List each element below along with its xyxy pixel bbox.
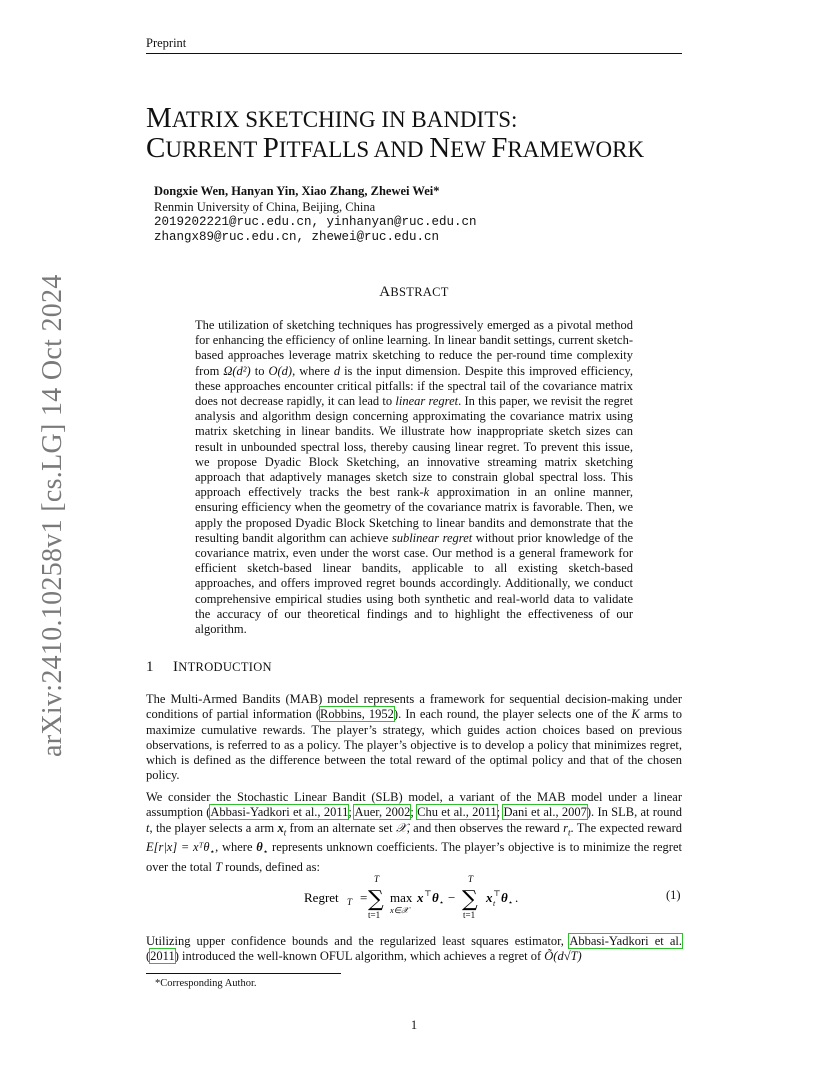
transpose-symbol-2: ⊤ — [493, 889, 501, 898]
math-inline: Ω(d²) — [223, 363, 251, 378]
equation-term-theta: θ — [432, 890, 439, 905]
sum-symbol: ∑ — [368, 887, 384, 912]
footnote-rule — [146, 973, 341, 974]
emphasis: linear regret — [395, 394, 459, 409]
page-number: 1 — [410, 1018, 418, 1032]
intro-paragraph-2: We consider the Stochastic Linear Bandit (SLB) model, a variant of the MAB model under a linear assumption (Abbasi-Yadkori et al., 2011; Auer, 2002; Chu et al., 2011; Dani et al., 2007). In SLB, at round t, the player selects a arm $x_t$ from an alternate set 𝒳, and then observes the reward $r_t$. The expected reward E[r|x] = xᵀθ$_⋆$, where $\theta_⋆$ represents unknown coefficients. The player’s objective is to minimize the regret over the total T rounds, defined as: — [146, 790, 682, 875]
arxiv-side-identifier: arXiv:2410.10258v1 [cs.LG] 14 Oct 2024 — [37, 274, 68, 757]
citation-link[interactable]: Robbins, 1952 — [320, 707, 394, 722]
citation-link[interactable]: Dani et al., 2007 — [503, 805, 587, 820]
equation-term-x: x — [417, 890, 424, 905]
equation-lhs-sub: T — [347, 897, 353, 907]
transpose-symbol: ⊤ — [424, 889, 432, 898]
abstract-body: The utilization of sketching techniques has progressively emerged as a pivotal method for enhancing the efficiency of online learning. In linear bandit settings, current sketch-based approaches leverage matrix sketching to reduce the per-round time complexity from Ω(d²) to O(d), where d is the input dimension. Despite this improved efficiency, these approaches encounter critical pitfalls: if the spectral tail of the covariance matrix does not decrease rapidly, it can lead to linear regret. In this paper, we revisit the regret analysis and algorithm design concerning approximating the covariance matrix using matrix sketching in linear bandits. We illustrate how inappropriate sketch sizes can result in unbounded spectral loss, thereby causing linear regret. To prevent this issue, we propose Dyadic Block Sketching, an innovative streaming matrix sketching approach that adaptively manages sketch size to constrain global spectral loss. This approach effectively tracks the best rank-k approximation in an online manner, ensuring efficiency when the geometry of the covariance matrix is favorable. Then, we apply the proposed Dyadic Block Sketching to linear bandits and demonstrate that the resulting bandit algorithm can achieve sublinear regret without prior knowledge of the covariance matrix, even under the worst case. Our method is a general framework for efficient sketch-based linear bandits, applicable to all existing sketch-based approaches, and offers improved regret bounds accordingly. Additionally, we conduct comprehensive empirical studies using both synthetic and real-world data to validate the accuracy of our theoretical findings and to highlight the effectiveness of our algorithm. — [195, 318, 633, 637]
math-inline: d — [333, 363, 341, 378]
citation-link[interactable]: Abbasi-Yadkori et al. — [569, 934, 682, 948]
sum2-upper: T — [468, 874, 474, 884]
math-inline: O(d) — [268, 363, 293, 378]
email-line-1: 2019202221@ruc.edu.cn, yinhanyan@ruc.edu.cn — [154, 215, 477, 229]
citation-link[interactable]: Auer, 2002 — [354, 805, 411, 820]
sum2-lower: t=1 — [463, 910, 476, 920]
section-number: 1 — [146, 659, 154, 675]
equation-period: . — [515, 890, 519, 905]
math-inline: r — [563, 820, 568, 835]
intro-paragraph-3: Utilizing upper confidence bounds and the regularized least squares estimator, Abbasi-Yadkori et al. (2011) introduced the well-known OFUL algorithm, which achieves a regret of Õ(d√T) — [146, 934, 682, 964]
sum-lower: t=1 — [368, 910, 381, 920]
math-inline: x — [277, 820, 284, 835]
affiliation: Renmin University of China, Beijing, China — [154, 200, 376, 214]
math-inline: Õ(d√T) — [544, 949, 582, 964]
sum2-symbol: ∑ — [462, 887, 478, 912]
math-inline: T — [215, 860, 223, 875]
citation-link[interactable]: Chu et al., 2011 — [417, 805, 497, 820]
star-subscript: ⋆ — [439, 898, 445, 907]
t-subscript: t — [493, 899, 496, 908]
max-subscript: x∈𝒳 — [390, 905, 409, 915]
section-title: INTRODUCTION — [173, 659, 272, 675]
equation-equals: = — [360, 890, 368, 905]
equation-number: (1) — [666, 888, 681, 902]
sum-upper: T — [374, 874, 380, 884]
citation-link[interactable]: Abbasi-Yadkori et al., 2011 — [210, 805, 349, 820]
math-inline: θ — [256, 840, 263, 855]
equation-term-theta-2: θ — [501, 890, 508, 905]
max-operator: max — [390, 890, 413, 905]
math-inline: t — [146, 820, 150, 835]
abstract-heading: ABSTRACT — [379, 284, 449, 300]
title-line-2: CURRENT PITFALLS AND NEW FRAMEWORK — [146, 132, 645, 164]
equation-minus: − — [448, 890, 456, 905]
running-header: Preprint — [146, 36, 187, 50]
equation-lhs: Regret — [304, 890, 339, 905]
intro-paragraph-1: The Multi-Armed Bandits (MAB) model represents a framework for sequential decision-making under conditions of partial information (Robbins, 1952). In each round, the player selects one of the K arms to maximize cumulative rewards. The player’s strategy, which guides action choices based on previous observations, is referred to as a policy. The player’s objective is to develop a policy that minimizes regret, which is defined as the difference between the total reward of the optimal policy and that of the chosen policy. — [146, 692, 682, 783]
citation-link[interactable]: 2011 — [150, 949, 175, 964]
author-list: Dongxie Wen, Hanyan Yin, Xiao Zhang, Zhewei Wei* — [154, 184, 440, 198]
equation-term-xt: x — [486, 890, 493, 905]
math-inline: 𝒳 — [395, 820, 407, 835]
footnote: *Corresponding Author. — [155, 978, 257, 989]
math-inline: k — [423, 485, 430, 500]
math-inline: K — [631, 707, 640, 722]
regret-equation — [300, 874, 660, 920]
paper-title — [146, 104, 686, 164]
header-rule — [146, 53, 682, 54]
title-line-1: MATRIX SKETCHING IN BANDITS: — [146, 102, 518, 134]
emphasis: sublinear regret — [391, 530, 473, 545]
math-inline: E[r|x] = xᵀθ — [146, 840, 210, 855]
star-subscript-2: ⋆ — [508, 898, 514, 907]
email-line-2: zhangx89@ruc.edu.cn, zhewei@ruc.edu.cn — [154, 230, 440, 244]
